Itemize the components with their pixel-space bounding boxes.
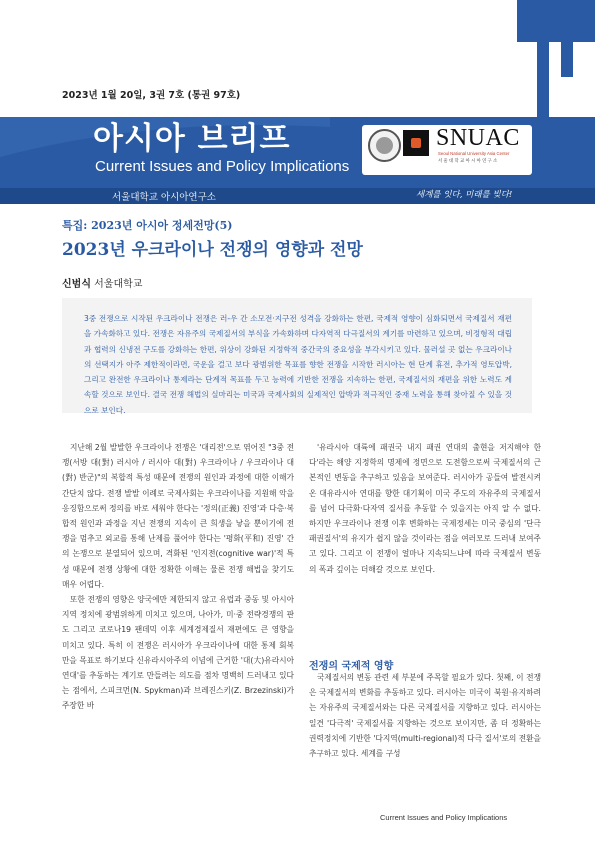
paragraph: '유라시아 대륙에 패권국 내지 패권 연대의 출현을 저지해야 한다'라는 해양 지정학의 명제에 정면으로 도전함으로써 국제질서의 근본적인 변동을 추구하고 있음을 보여준다. 러시아가 공들여 발전시켜 온 대유라시아 연대를 향한 대기획이 미국 주도의 자유주의 국제질서를 넘어 다극화·다자역 질서를 추동할 수 있을지는 아직 알 수 없다. 하지만 우크라이나 전쟁 이후 변화하는 국제정세는 미국 중심의 '단극 패권질서'의 유지가 쉽지 않을 것이라는 점을 여러모로 드러내 보여주고 있다. 그리고 이 전쟁이 얼마나 지속되느냐에 따라 국제질서 변동의 폭과 깊이는 더해갈 것으로 보인다. [309, 443, 541, 574]
paragraph: 또한 전쟁의 영향은 양국에만 제한되지 않고 유럽과 중동 및 아시아 지역 정치에 광범위하게 미치고 있으며, 나아가, 미·중 전략경쟁의 판도 그리고 코로나19 팬데믹 이후 세계경제질서 재편에도 큰 영향을 미치고 있다. 특히 이 전쟁은 러시아가 우크라이나에 대한 통제 회복만을 목표로 하기보다 신유라시아주의 이념에 근거한 '대(大)유라시아 연대'를 추동하는 계기로 만들려는 의도를 점차 명백히 드러내고 있다는 점에서, 스피크먼(N. Spykman)과 브레진스키(Z. Brzezinski)가 주장한 바 [62, 595, 294, 711]
article-title: 2023년 우크라이나 전쟁의 영향과 전망 [62, 240, 363, 260]
footer-text: Current Issues and Policy Implications [380, 813, 508, 822]
abstract-text: 3중 전쟁으로 시작된 우크라이나 전쟁은 러-우 간 소모전·지구전 성격을 강화하는 한편, 국제적 영향이 심화되면서 국제질서 재편을 가속화하고 있다. 전쟁은 자유주의 국제질서의 부식을 가속화하며 다자역적 다극질서의 계기를 마련하고 있으며, 비정형적 대립과 협력의 신냉전 구도를 강화하는 한편, 위상이 강화된 지정학적 중간국의 중요성을 부각시키고 있다. 물러설 곳 없는 우크라이나의 선택지가 아주 제한적이라면, 국운을 걸고 보다 광범위한 목표를 향한 전쟁을 시작한 러시아는 현 단계 휴전, 추가적 영토압박, 그리고 완전한 우크라이나 통제라는 단계적 목표를 두고 능력에 기반한 전쟁을 지속하는 한편, 국제질서의 재편을 위한 노력도 계속할 것으로 보인다. 결국 전쟁 해법의 실마리는 미국과 국제사회의 실제적인 압박과 적극적인 중재 노력을 통해 찾아질 수 있을 것으로 보인다. [84, 314, 512, 415]
snuac-sub-en: Seoul National University Asia Center [438, 151, 510, 156]
feature-label: 특집: 2023년 아시아 정세전망(5) [62, 219, 233, 232]
section-heading: 전쟁의 국제적 영향 [309, 661, 394, 672]
author-affiliation: 서울대학교 [94, 279, 143, 290]
issue-line: 2023년 1월 20일, 3권 7호 (통권 97호) [62, 90, 241, 101]
body-column-left [62, 440, 294, 714]
corner-decoration-icon [517, 0, 595, 120]
author-line [62, 275, 142, 290]
author-name: 신범식 [62, 279, 91, 290]
body-column-right-cont [309, 670, 541, 761]
seal-inner [376, 137, 393, 154]
body-column-right [309, 440, 541, 577]
paragraph: 지난해 2월 발발한 우크라이나 전쟁은 '대리전'으로 엮어진 "3중 전쟁(서방 대(對) 러시아 / 러시아 대(對) 우크라이나 / 우크라이나 대(對) 반군)"의 복합적 특성 때문에 전쟁의 원인과 과정에 대한 이해가 간단치 않다. 전쟁 발발 이례로 국제사회는 우크라이나를 지원해 악을 응징함으로써 정의를 바로 세워야 한다는 '정의(正義) 진영'과 다층·복합적 원인과 과정을 지닌 전쟁의 지속이 큰 희생을 낳을 뿐이기에 전쟁을 멈추고 외교를 통해 난제를 풀어야 한다는 '평화(平和) 진영' 간의 논쟁으로 분열되어 있으며, 격화된 '인지전(cognitive war)'적 특성 때문에 전쟁 상황에 대한 정확한 이해는 물론 전쟁 해법을 찾기도 매우 어렵다. [62, 443, 294, 589]
paragraph: 국제질서의 변동 관련 세 부분에 주목할 필요가 있다. 첫째, 이 전쟁은 국제질서의 변화를 추동하고 있다. 러시아는 미국이 북원·유지하려는 자유주의 국제질서와는 다른 국제질서를 지향하고 있다. 러시아는 일견 '다극적' 국제질서를 지향하는 것으로 보이지만, 좀 더 정확하는 권력정치에 기반한 '다지역(multi-regional)적 다극 질서'로의 전환을 추구하고 있다. 세계를 구성 [309, 673, 541, 759]
institute-name: 서울대학교 아시아연구소 [112, 192, 216, 203]
slogan: 세계를 잇다, 미래를 빚다! [416, 190, 513, 200]
brief-title-en: Current Issues and Policy Implications [95, 158, 350, 175]
snuac-logo-text: SNUAC [436, 125, 520, 151]
brief-title-ko: 아시아 브리프 [93, 121, 291, 157]
snuac-sub-ko: 서 울 대 학 교 아 시 아 연 구 소 [438, 159, 498, 164]
center-logo-dot [411, 138, 421, 148]
